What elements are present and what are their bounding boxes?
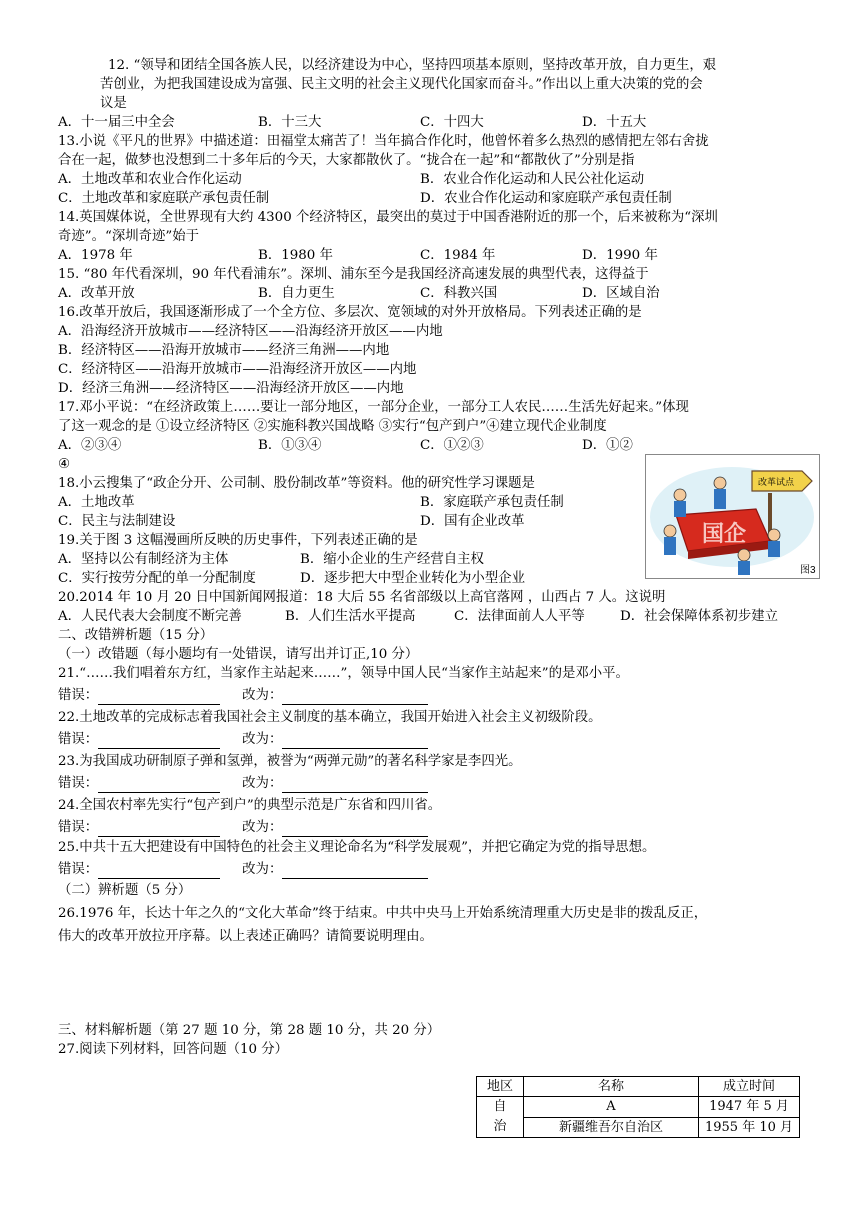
q15-option-d: D．区域自治 bbox=[582, 286, 660, 301]
q13-stem-line2: 合在一起，做梦也没想到二十多年后的今天，大家都散伙了。“拢合在一起”和“都散伙了”分别是指 bbox=[58, 153, 635, 168]
q21-fix-blank[interactable] bbox=[282, 690, 428, 705]
row2-date: 1955 年 10 月 bbox=[699, 1117, 800, 1138]
q19-option-d: D．逐步把大中型企业转化为小型企业 bbox=[300, 571, 525, 586]
row1-name: A bbox=[524, 1097, 699, 1118]
row2-name: 新疆维吾尔自治区 bbox=[524, 1117, 699, 1138]
q20-option-b: B．人们生活水平提高 bbox=[285, 609, 416, 624]
q26-line1: 26.1976 年，长达十年之久的“文化大革命”终于结束。中共中央马上开始系统清理重大历史是非的拨乱反正， bbox=[58, 906, 708, 921]
q23-answer-row bbox=[58, 775, 428, 793]
q12-stem-line3: 议是 bbox=[100, 96, 127, 111]
q12-option-b: B．十三大 bbox=[258, 115, 322, 130]
q17-option-c: C．①②③ bbox=[420, 438, 484, 453]
q17-option-a: A．②③④ bbox=[58, 438, 122, 453]
fix-label: 改为： bbox=[242, 862, 283, 877]
q12-option-c: C．十四大 bbox=[420, 115, 484, 130]
header-region: 地区 bbox=[477, 1077, 524, 1097]
q18-option-d: D．国有企业改革 bbox=[420, 514, 525, 529]
q16-stem: 16.改革开放后，我国逐渐形成了一个全方位、多层次、宽领域的对外开放格局。下列表述正确的是 bbox=[58, 305, 642, 320]
q14-option-c: C．1984 年 bbox=[420, 248, 496, 263]
q14-option-b: B．1980 年 bbox=[258, 248, 333, 263]
q25-error-blank[interactable] bbox=[98, 864, 220, 879]
worker-body-1 bbox=[674, 501, 686, 517]
header-name: 名称 bbox=[524, 1077, 699, 1097]
worker-figure-3 bbox=[664, 525, 676, 537]
q20-stem: 20.2014 年 10 月 20 日中国新闻网报道：18 大后 55 名省部级以上高官落网 ，山西占 7 人。这说明 bbox=[58, 590, 666, 605]
q27-autonomous-region-table bbox=[476, 1076, 800, 1138]
q17-option-d: D．①② bbox=[582, 438, 633, 453]
section2-sub1: （一）改错题（每小题均有一处错误，请写出并订正,10 分） bbox=[58, 647, 419, 662]
q18-stem: 18.小云搜集了“政企分开、公司制、股份制改革”等资料。他的研究性学习课题是 bbox=[58, 476, 535, 491]
q15-option-a: A．改革开放 bbox=[58, 286, 135, 301]
section2-sub2: （二）辨析题（5 分） bbox=[58, 883, 192, 898]
q20-option-a: A．人民代表大会制度不断完善 bbox=[58, 609, 242, 624]
worker-figure-4 bbox=[738, 549, 750, 561]
q21-text: 21.“……我们唱着东方红，当家作主站起来……”，领导中国人民“当家作主站起来”的是邓小平。 bbox=[58, 666, 629, 681]
error-label: 错误： bbox=[58, 820, 99, 835]
q17-option-d-wrap: ④ bbox=[58, 457, 71, 472]
q17-stem-line1: 17.邓小平说：“在经济政策上……要让一部分地区，一部分企业，一部分工人农民……生活先好起来。”体现 bbox=[58, 400, 689, 415]
q12-option-a: A．十一届三中全会 bbox=[58, 115, 175, 130]
error-label: 错误： bbox=[58, 776, 99, 791]
table-row bbox=[477, 1117, 800, 1138]
error-label: 错误： bbox=[58, 688, 99, 703]
q13-option-d: D．农业合作化运动和家庭联产承包责任制 bbox=[420, 191, 672, 206]
q17-option-b: B．①③④ bbox=[258, 438, 322, 453]
figure-3-cartoon bbox=[645, 454, 820, 579]
q14-option-d: D．1990 年 bbox=[582, 248, 658, 263]
q13-option-a: A．土地改革和农业合作化运动 bbox=[58, 172, 242, 187]
figure-caption: 图3 bbox=[800, 565, 816, 576]
q25-fix-blank[interactable] bbox=[282, 864, 428, 879]
region-char-2: 治 bbox=[493, 1119, 507, 1134]
fix-label: 改为： bbox=[242, 776, 283, 791]
fix-label: 改为： bbox=[242, 820, 283, 835]
worker-body-5 bbox=[768, 541, 780, 557]
block-text: 国企 bbox=[702, 522, 747, 547]
header-founded: 成立时间 bbox=[699, 1077, 800, 1097]
fix-label: 改为： bbox=[242, 732, 283, 747]
q12-stem-line1: 12. “领导和团结全国各族人民，以经济建设为中心，坚持四项基本原则，坚持改革开放，自力更生，艰 bbox=[108, 58, 717, 73]
q20-option-c: C．法律面前人人平等 bbox=[454, 609, 585, 624]
q16-option-d: D．经济三角洲——经济特区——沿海经济开放区——内地 bbox=[58, 381, 404, 396]
q22-error-blank[interactable] bbox=[98, 734, 220, 749]
q16-option-a: A．沿海经济开放城市——经济特区——沿海经济开放区——内地 bbox=[58, 324, 443, 339]
q13-option-b: B．农业合作化运动和人民公社化运动 bbox=[420, 172, 645, 187]
worker-figure-5 bbox=[768, 529, 780, 541]
q19-option-a: A．坚持以公有制经济为主体 bbox=[58, 552, 229, 567]
q20-option-d: D．社会保障体系初步建立 bbox=[620, 609, 779, 624]
q25-text: 25.中共十五大把建设有中国特色的社会主义理论命名为“科学发展观”，并把它确定为党的指导思想。 bbox=[58, 840, 656, 855]
q13-option-c: C．土地改革和家庭联产承包责任制 bbox=[58, 191, 270, 206]
error-label: 错误： bbox=[58, 732, 99, 747]
worker-figure-1 bbox=[674, 489, 686, 501]
worker-body-4 bbox=[738, 561, 750, 575]
q23-text: 23.为我国成功研制原子弹和氢弹，被誉为“两弹元勋”的著名科学家是李四光。 bbox=[58, 754, 522, 769]
row1-date: 1947 年 5 月 bbox=[699, 1097, 800, 1118]
fix-label: 改为： bbox=[242, 688, 283, 703]
q14-option-a: A．1978 年 bbox=[58, 248, 133, 263]
q14-stem-line1: 14.英国媒体说，全世界现有大约 4300 个经济特区，最突出的莫过于中国香港附近的那一个，后来被称为“深圳 bbox=[58, 210, 718, 225]
q12-option-d: D．十五大 bbox=[582, 115, 647, 130]
q19-option-c: C．实行按劳分配的单一分配制度 bbox=[58, 571, 256, 586]
q24-fix-blank[interactable] bbox=[282, 822, 428, 837]
q22-fix-blank[interactable] bbox=[282, 734, 428, 749]
q24-text: 24.全国农村率先实行“包产到户”的典型示范是广东省和四川省。 bbox=[58, 798, 442, 813]
section2-title: 二、改错辨析题（15 分） bbox=[58, 628, 214, 643]
q14-stem-line2: 奇迹”。“深圳奇迹”始于 bbox=[58, 229, 200, 244]
table-header-row bbox=[477, 1077, 800, 1097]
q16-option-b: B．经济特区——沿海开放城市——经济三角洲——内地 bbox=[58, 343, 390, 358]
table-row bbox=[477, 1097, 800, 1118]
q12-stem-line2: 苦创业，为把我国建设成为富强、民主文明的社会主义现代化国家而奋斗。”作出以上重大决策的党的会 bbox=[100, 77, 703, 92]
q25-answer-row bbox=[58, 861, 428, 879]
q22-answer-row bbox=[58, 731, 428, 749]
q22-text: 22.土地改革的完成标志着我国社会主义制度的基本确立，我国开始进入社会主义初级阶段。 bbox=[58, 710, 602, 725]
q19-option-b: B．缩小企业的生产经营自主权 bbox=[300, 552, 484, 567]
q18-option-b: B．家庭联产承包责任制 bbox=[420, 495, 564, 510]
q24-answer-row bbox=[58, 819, 428, 837]
q21-error-blank[interactable] bbox=[98, 690, 220, 705]
sign-text: 改革试点 bbox=[758, 477, 795, 487]
worker-body-3 bbox=[664, 537, 676, 555]
q13-stem-line1: 13.小说《平凡的世界》中描述道：田福堂太痛苦了！当年搞合作化时，他曾怀着多么热烈的感情把左邻右舍拢 bbox=[58, 134, 709, 149]
q17-stem-line2: 了这一观念的是 ①设立经济特区 ②实施科教兴国战略 ③实行“包产到户”④建立现代企业制度 bbox=[58, 419, 607, 434]
q27-prompt: 27.阅读下列材料，回答问题（10 分） bbox=[58, 1042, 289, 1057]
error-label: 错误： bbox=[58, 862, 99, 877]
q16-option-c: C．经济特区——沿海开放城市——沿海经济开放区——内地 bbox=[58, 362, 417, 377]
worker-figure-2 bbox=[714, 477, 726, 489]
worker-body-2 bbox=[714, 489, 726, 509]
q19-stem: 19.关于图 3 这幅漫画所反映的历史事件，下列表述正确的是 bbox=[58, 533, 418, 548]
q23-error-blank[interactable] bbox=[98, 778, 220, 793]
q15-option-c: C．科教兴国 bbox=[420, 286, 498, 301]
state-enterprise-reform-cartoon bbox=[646, 455, 819, 578]
q15-stem: 15. “80 年代看深圳，90 年代看浦东”。深圳、浦东至今是我国经济高速发展的典型代表，这得益于 bbox=[58, 267, 649, 282]
q18-option-c: C．民主与法制建设 bbox=[58, 514, 176, 529]
q26-line2: 伟大的改革开放拉开序幕。以上表述正确吗？请简要说明理由。 bbox=[58, 929, 433, 944]
region-cell bbox=[477, 1097, 524, 1138]
section3-title: 三、材料解析题（第 27 题 10 分，第 28 题 10 分，共 20 分） bbox=[58, 1023, 441, 1038]
q24-error-blank[interactable] bbox=[98, 822, 220, 837]
region-char-1: 自 bbox=[493, 1099, 507, 1114]
q23-fix-blank[interactable] bbox=[282, 778, 428, 793]
q15-option-b: B．自力更生 bbox=[258, 286, 335, 301]
q21-answer-row bbox=[58, 687, 428, 705]
q18-option-a: A．土地改革 bbox=[58, 495, 135, 510]
